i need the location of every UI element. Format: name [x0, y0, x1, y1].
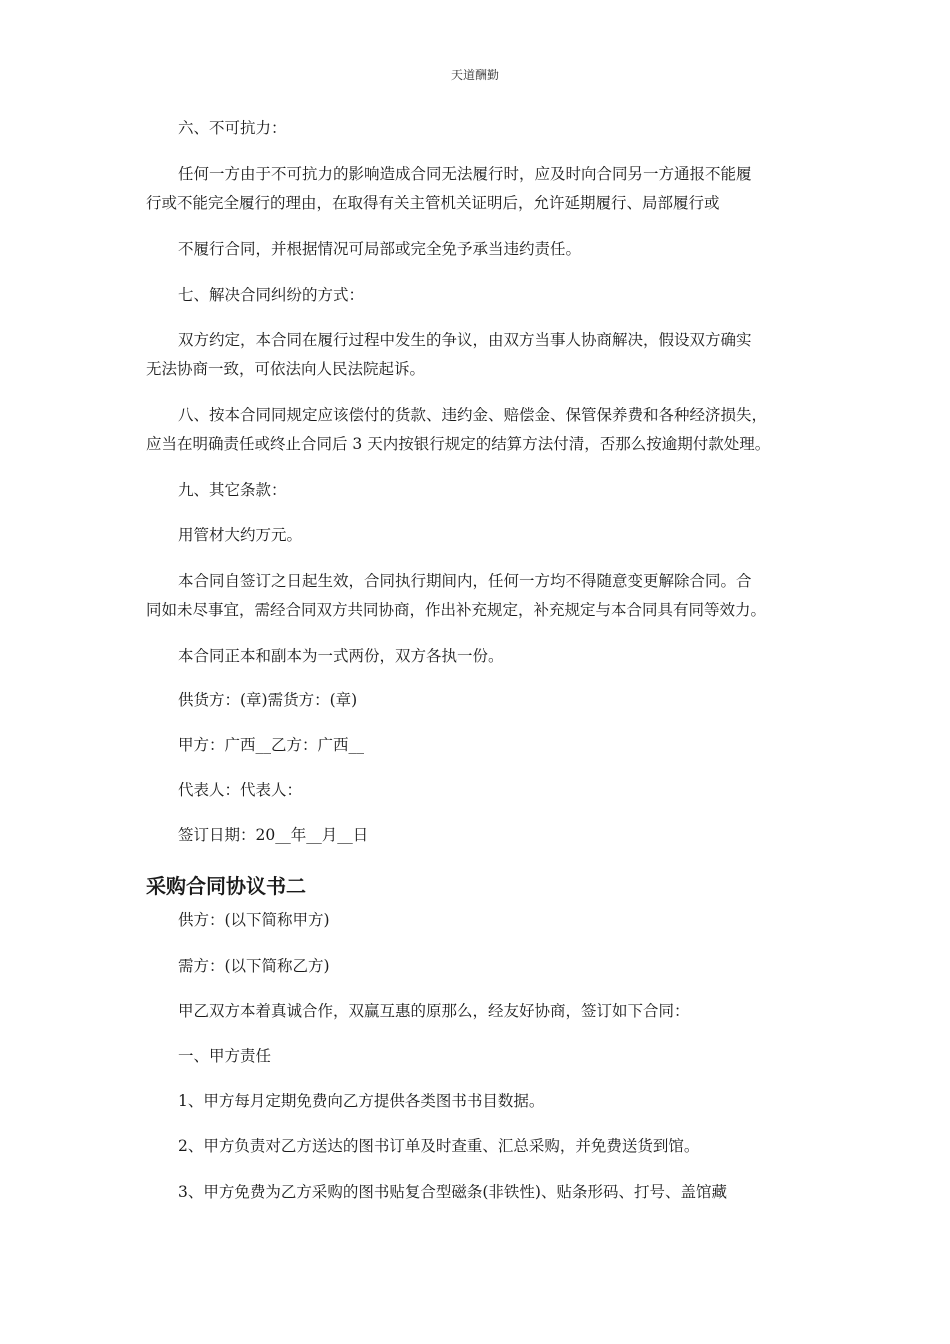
paragraph-line: 甲乙双方本着真诚合作，双赢互惠的原那么，经友好协商，签订如下合同： [178, 1002, 690, 1020]
paragraph-line: 需方：(以下简称乙方) [178, 957, 330, 975]
paragraph-line: 无法协商一致，可依法向人民法院起诉。 [146, 360, 426, 378]
paragraph-line: 同如未尽事宜，需经合同双方共同协商，作出补充规定，补充规定与本合同具有同等效力。 [146, 601, 767, 619]
paragraph-line: 应当在明确责任或终止合同后 3 天内按银行规定的结算方法付清，否那么按逾期付款处理。 [146, 435, 771, 453]
paragraph-line: 3、甲方免费为乙方采购的图书贴复合型磁条(非铁性)、贴条形码、打号、盖馆藏 [178, 1183, 727, 1201]
signature-line: 代表人：代表人： [178, 781, 303, 799]
paragraph-line: 双方约定，本合同在履行过程中发生的争议，由双方当事人协商解决，假设双方确实 [178, 331, 752, 349]
clause-heading: 七、解决合同纠纷的方式： [178, 286, 365, 304]
paragraph-line: 本合同自签订之日起生效，合同执行期间内，任何一方均不得随意变更解除合同。合 [178, 572, 752, 590]
clause-heading: 六、不可抗力： [178, 119, 287, 137]
page-header: 天道酬勤 [450, 68, 499, 82]
paragraph-line: 行或不能完全履行的理由，在取得有关主管机关证明后，允许延期履行、局部履行或 [146, 194, 720, 212]
paragraph-line: 任何一方由于不可抗力的影响造成合同无法履行时，应及时向合同另一方通报不能履 [178, 165, 752, 183]
clause-heading: 九、其它条款： [178, 481, 287, 499]
paragraph-line: 不履行合同，并根据情况可局部或完全免予承当违约责任。 [178, 240, 582, 258]
paragraph-line: 用管材大约万元。 [178, 526, 303, 544]
paragraph-line: 2、甲方负责对乙方送达的图书订单及时查重、汇总采购，并免费送货到馆。 [178, 1137, 700, 1155]
paragraph-line: 1、甲方每月定期免费向乙方提供各类图书书目数据。 [178, 1092, 545, 1110]
signature-line: 签订日期：20__年__月__日 [178, 826, 369, 844]
paragraph-line: 八、按本合同同规定应该偿付的货款、违约金、赔偿金、保管保养费和各种经济损失， [178, 406, 768, 424]
clause-heading: 一、甲方责任 [178, 1047, 272, 1065]
signature-line: 甲方：广西__乙方：广西__ [178, 736, 365, 754]
paragraph-line: 供方：(以下简称甲方) [178, 911, 330, 929]
paragraph-line: 本合同正本和副本为一式两份，双方各执一份。 [178, 647, 504, 665]
signature-line: 供货方：(章)需货方：(章) [178, 691, 358, 709]
section-title: 采购合同协议书二 [146, 874, 306, 898]
